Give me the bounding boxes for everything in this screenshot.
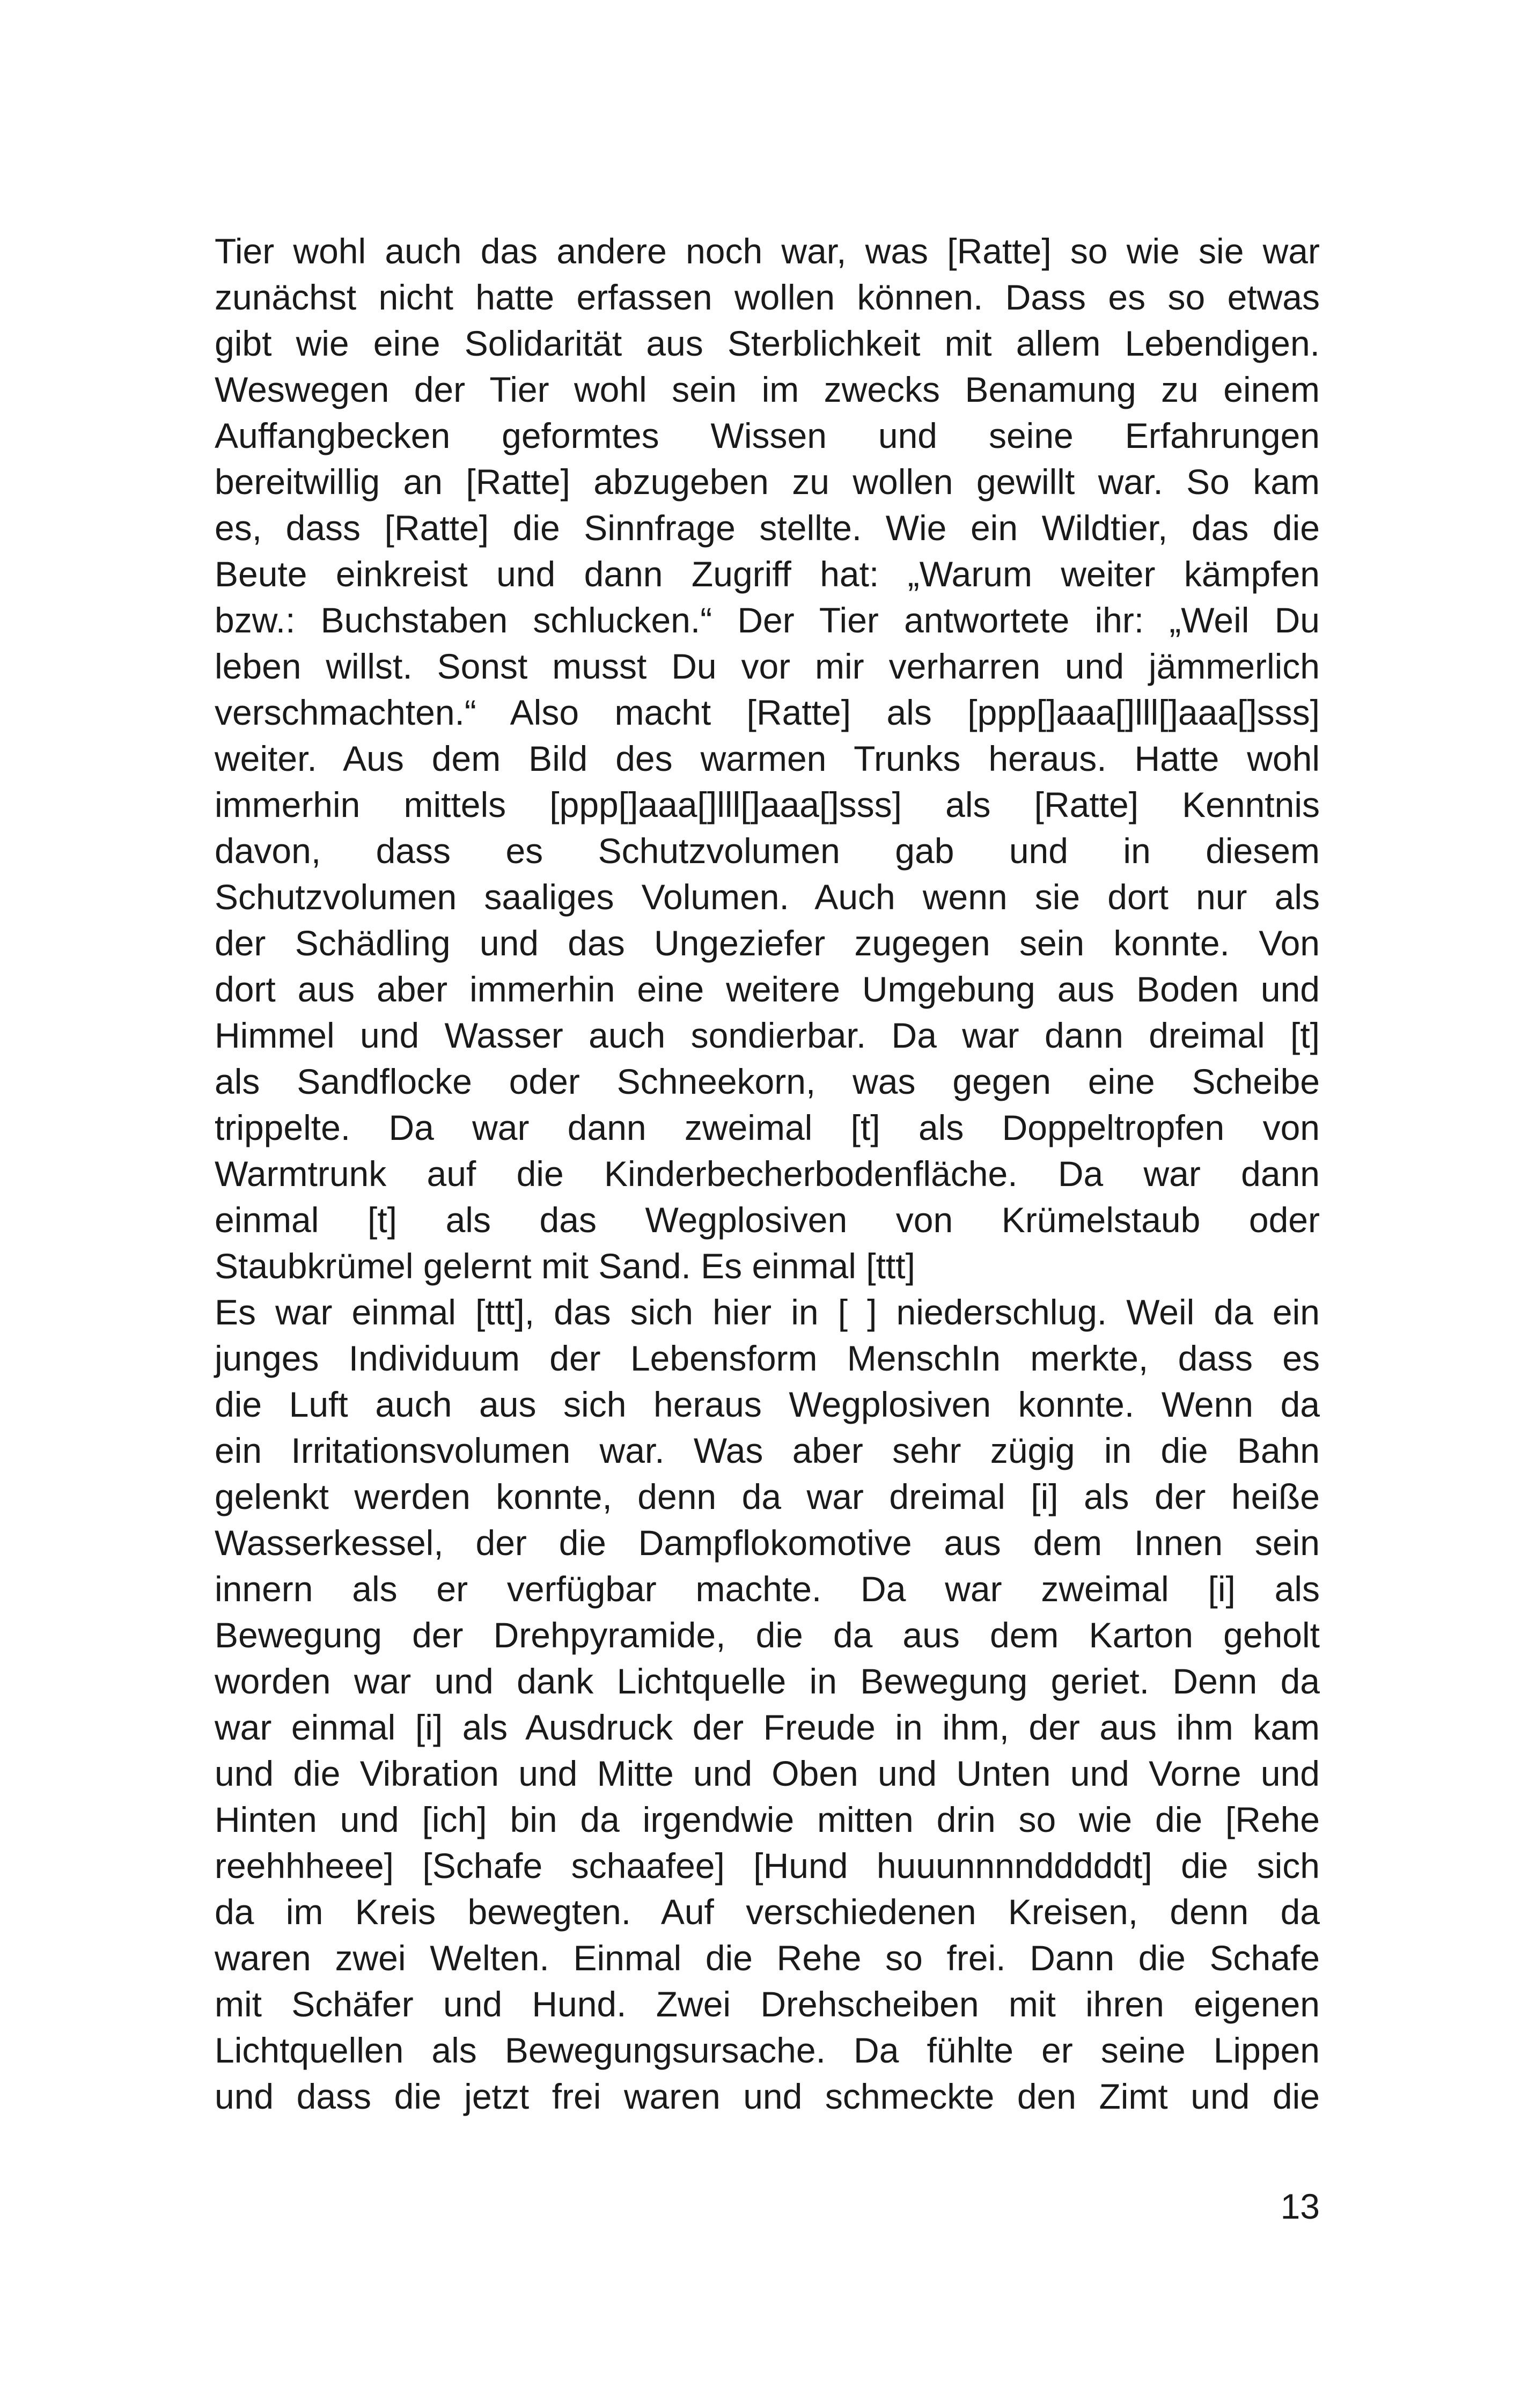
text-line: weiter. Aus dem Bild des warmen Trunks heraus. Hatte wohl [215, 739, 1320, 778]
text-line: einmal [t] als das Wegplosiven von Krümelstaub oder [215, 1200, 1320, 1240]
text-line: Beute einkreist und dann Zugriff hat: „Warum weiter kämpfen [215, 554, 1320, 594]
text-line: Warmtrunk auf die Kinderbecherbodenfläche. Da war dann [215, 1154, 1320, 1194]
text-line: der Schädling und das Ungeziefer zugegen sein konnte. Von [215, 923, 1320, 963]
text-line: mit Schäfer und Hund. Zwei Drehscheiben mit ihren eigenen [215, 1984, 1320, 2024]
text-line: junges Individuum der Lebensform MenschIn merkte, dass es [215, 1338, 1320, 1378]
text-line: zunächst nicht hatte erfassen wollen können. Dass es so etwas [215, 277, 1320, 317]
text-line: immerhin mittels [ppp[]aaa[]lll[]aaa[]sss] als [Ratte] Kenntnis [215, 785, 1320, 824]
text-line: gibt wie eine Solidarität aus Sterblichkeit mit allem Lebendigen. [215, 323, 1320, 363]
text-line: bzw.: Buchstaben schlucken.“ Der Tier antwortete ihr: „Weil Du [215, 600, 1320, 640]
text-line: reehhheee] [Schafe schaafee] [Hund huuunnnndddddt] die sich [215, 1846, 1320, 1886]
text-line: Schutzvolumen saaliges Volumen. Auch wenn sie dort nur als [215, 877, 1320, 917]
text-line: Staubkrümel gelernt mit Sand. Es einmal [ttt] [215, 1246, 915, 1286]
text-line: und die Vibration und Mitte und Oben und Unten und Vorne und [215, 1754, 1320, 1793]
text-line: dort aus aber immerhin eine weitere Umgebung aus Boden und [215, 969, 1320, 1009]
text-line: Bewegung der Drehpyramide, die da aus dem Karton geholt [215, 1615, 1320, 1655]
text-line: innern als er verfügbar machte. Da war zweimal [i] als [215, 1569, 1320, 1609]
text-line: es, dass [Ratte] die Sinnfrage stellte. Wie ein Wildtier, das die [215, 508, 1320, 548]
text-line: ein Irritationsvolumen war. Was aber sehr zügig in die Bahn [215, 1431, 1320, 1470]
text-line: war einmal [i] als Ausdruck der Freude in ihm, der aus ihm kam [215, 1707, 1320, 1747]
text-line: Himmel und Wasser auch sondierbar. Da war dann dreimal [t] [215, 1015, 1320, 1055]
text-line: davon, dass es Schutzvolumen gab und in diesem [215, 831, 1320, 871]
text-line: Auffangbecken geformtes Wissen und seine Erfahrungen [215, 416, 1320, 455]
text-line: bereitwillig an [Ratte] abzugeben zu wollen gewillt war. So kam [215, 462, 1320, 502]
text-line: gelenkt werden konnte, denn da war dreimal [i] als der heiße [215, 1477, 1320, 1516]
text-line: Tier wohl auch das andere noch war, was [Ratte] so wie sie war [215, 231, 1320, 271]
text-line: Wasserkessel, der die Dampflokomotive aus dem Innen sein [215, 1523, 1320, 1563]
page-number: 13 [1280, 2186, 1320, 2226]
text-line: Hinten und [ich] bin da irgendwie mitten drin so wie die [Rehe [215, 1800, 1320, 1839]
text-line: Lichtquellen als Bewegungsursache. Da fühlte er seine Lippen [215, 2030, 1320, 2070]
text-line: die Luft auch aus sich heraus Wegplosiven konnte. Wenn da [215, 1385, 1320, 1424]
body-text [215, 228, 1320, 2119]
text-line: Weswegen der Tier wohl sein im zwecks Benamung zu einem [215, 370, 1320, 409]
text-line: leben willst. Sonst musst Du vor mir verharren und jämmerlich [215, 646, 1320, 686]
text-line: worden war und dank Lichtquelle in Bewegung geriet. Denn da [215, 1661, 1320, 1701]
text-line: waren zwei Welten. Einmal die Rehe so frei. Dann die Schafe [215, 1938, 1320, 1978]
text-line: Es war einmal [ttt], das sich hier in [ ] niederschlug. Weil da ein [215, 1292, 1320, 1332]
text-line: trippelte. Da war dann zweimal [t] als Doppeltropfen von [215, 1108, 1320, 1147]
text-line: und dass die jetzt frei waren und schmeckte den Zimt und die [215, 2076, 1320, 2116]
text-line: als Sandflocke oder Schneekorn, was gegen eine Scheibe [215, 1062, 1320, 1101]
text-line: verschmachten.“ Also macht [Ratte] als [ppp[]aaa[]lll[]aaa[]sss] [215, 693, 1320, 732]
text-line: da im Kreis bewegten. Auf verschiedenen Kreisen, denn da [215, 1892, 1320, 1932]
